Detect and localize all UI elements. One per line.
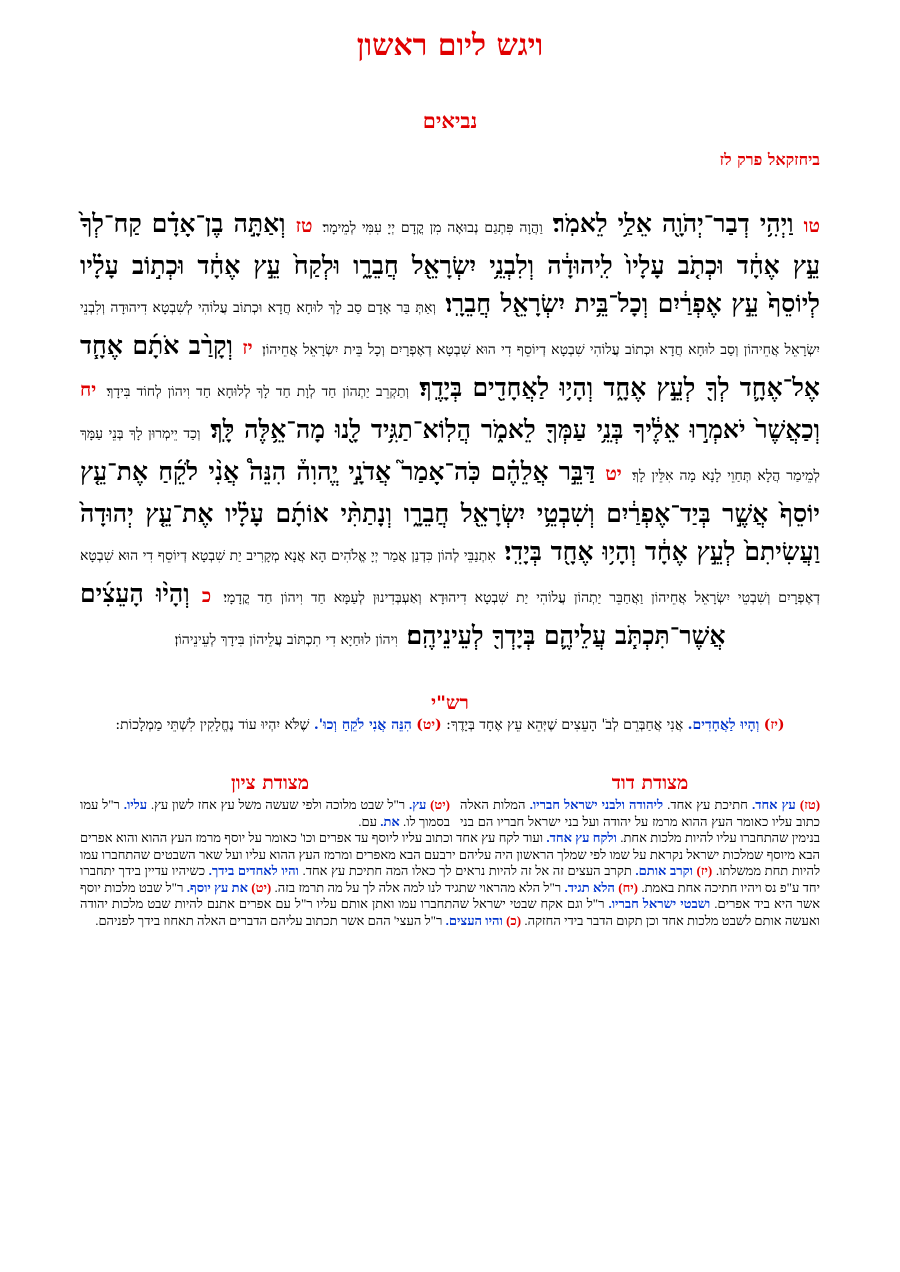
metzudat-david-commentary: [80, 797, 820, 929]
verse-hebrew: וְקָרַ֨ב אֹתָ֜ם אֶחָ֧ד אֶל־אֶחָ֛ד לְךָ֖ לְעֵ֣ץ אֶחָ֑ד וְהָי֥וּ לַאֲחָדִ֖ים בְּיָדֶֽךָ׃: [80, 331, 820, 402]
verse-hebrew: וְכַאֲשֶׁר֙ יֹאמְר֣וּ אֵלֶ֔יךָ בְּנֵ֥י עַמְּךָ֖ לֵאמֹ֑ר הֲלֽוֹא־תַגִּ֥יד לָ֖נוּ מָה־אֵ֥לֶּה לָּֽךְ׃: [210, 415, 820, 444]
verse-number: טו: [803, 215, 820, 237]
commentary-headword: ליהודה ולבני ישראל חבריו.: [529, 797, 664, 812]
commentary-text: ר"ל הלא מהראוי שתגיד לנו למה אלה לך על מה תרמז בזה.: [274, 879, 562, 895]
commentary-headword: הִנֵּה אֲנִי לֹקֵחַ וְכוּ'.: [313, 717, 412, 733]
verse-hebrew: וַיְהִ֥י דְבַר־יְהֹוָ֖ה אֵלַ֥י לֵאמֹֽר׃: [552, 209, 794, 238]
verse-targum: אִתְנַבֵּי לְהוֹן כִּדְנַן אֲמַר יְיָ אֱלֹהִים הָא אֲנָא מְקָרִיב יַת שִׁבְטָא דְיוֹסֵף דִי הוּא שִׁבְטָא דְאֶפְרָיִם וְשִׁבְטֵי יִשְׂרָאֵל אֲחֵיהוֹן וַאֲחַבֵּר יַתְהוֹן עֲלוֹהִי יַת שִׁבְטָא דִיהוּדָא וְאַעְבְּדִינוּן לְעַמָּא חַד וִיהוֹן חַד קֳדָמָי׃: [80, 548, 820, 606]
commentary-headword: וְהָיוּ לַאֲחָדִים.: [687, 717, 760, 733]
commentary-headword: והיו העצים.: [445, 912, 503, 928]
commentary-text: ועוד לקח עץ אחד וכתוב עליו ליוסף עד אפרים וכו' כאומר על יוסף מרמז העץ ההוא והוא אפרים הבא מיוסף שמלכות ישראל נקראת על שמו לפי שמלך הראשון היה עליהם ירבעם הבא מאפרים ומרמז העץ ההוא עליו ועל שאר השבטים שהתחברו עמו להיות תחת ממשלתו.: [80, 830, 821, 878]
commentary-headword: ושבטי ישראל חבריו.: [608, 896, 711, 911]
commentary-headword: ולקח עץ אחד.: [546, 830, 617, 845]
verse-ref: (טז): [799, 797, 821, 812]
commentary-text: ר"ל העצי' ההם אשר תכתוב עליהם הדברים האלה תאחוז בידך לפניהם.: [95, 912, 443, 928]
verse-targum: וְתַקְרֵב יַתְהוֹן חַד לְוָת חַד לָךְ לְלוּחָא חַד וִיהוֹן לְחוֹד בִּידָךְ׃: [106, 384, 410, 400]
verse-targum: וְכַד יֵימְרוּן לָךְ בְּנֵי עַמָּךְ לְמֵימַר הֲלָא תְּחַוֵי לָנָא מָה אִלֵּין לָךְ׃: [80, 426, 820, 484]
verse-hebrew: וְהָי֨וּ הָעֵצִ֜ים אֲשֶׁר־תִּכְתֹּ֧ב עֲלֵיהֶ֛ם בְּיָדְךָ֖ לְעֵינֵיהֶֽם׃: [80, 579, 726, 650]
verse-number: יז: [242, 337, 253, 359]
commentary-text: אֲנִי אֲחַבְּרֵם לְבֹ' הָעֵצִים שֶׁיְּהֵא עֵץ אֶחָד בְּיָדֶךָ:: [446, 717, 684, 733]
verse-targum: וְאַתְּ בַּר אָדָם סַב לָךְ לוּחָא חֲדָא וּכְתוֹב עֲלוֹהִי לְשִׁבְטָא דִיהוּדָה וְלִבְנֵי יִשְׂרָאֵל אֲחֵיהוֹן וְסַב לוּחָא חֲדָא וּכְתוֹב עֲלוֹהִי שִׁבְטָא דְיוֹסֵף דִי הוּא שִׁבְטָא דְאֶפְרָיִם וְכָל בֵּית יִשְׂרָאֵל אֲחֵיהוֹן׃: [80, 300, 820, 358]
commentary-headword: עץ.: [408, 797, 427, 812]
verse-number: טז: [295, 215, 313, 237]
page-title: ויגש ליום ראשון: [356, 28, 544, 63]
commentary-text: ר"ל עמו בסמוך לו.: [80, 797, 450, 829]
commentary-text: ר"ל וגם אקח שבטי ישראל שהתחברו עמו ואתן אותם עליו ר"ל עם אפרים אתנם להיות שבט מלכות יהודה ואעשה אותם לשבט מלכות אחד וכן תקום הדבר בידי החזקה.: [80, 896, 820, 928]
commentary-headword: את עץ יוסף.: [186, 879, 248, 895]
commentary-headword: את.: [380, 813, 400, 829]
commentary-text: ר"ל שבט מלכות יוסף אשר היא ביד אפרים.: [80, 879, 821, 911]
verse-ref: (יט): [416, 717, 442, 733]
verse-ref: (יט): [251, 879, 272, 895]
verse-number: יט: [605, 463, 622, 485]
commentary-text: עם.: [358, 813, 377, 829]
commentary-text: תקרב העצים זה אל זה להיות נראים לך כאלו המה חתיכת עץ אחד.: [302, 863, 632, 878]
commentary-text: המלות האלה כתוב עליו כאומר העץ ההוא מרמז על יהודה ועל בני ישראל חבריו הם בני בנימין שהתחברו עליו להיות מלכות אחת.: [460, 797, 821, 845]
verse-ref: (כ): [506, 912, 522, 928]
verse-targum: וַהֲוָה פִּתְגַם נְבוּאָה מִן קֳדָם יְיָ עִמִּי לְמֵימָר׃: [322, 220, 543, 236]
chapter-reference: ביחזקאל פרק לז: [719, 150, 820, 169]
verse-targum: וִיהוֹן לוּחַיָא דִי תִכְתּוֹב עֲלֵיהוֹן בִּידָךְ לְעֵינֵיהוֹן׃: [174, 632, 398, 648]
verse-hebrew: וְאַתָּ֣ה בֶן־אָדָ֗ם קַח־לְךָ֙ עֵ֣ץ אֶחָ֔ד וּכְתֹ֤ב עָלָיו֙ לִֽיהוּדָ֔ה וְלִבְנֵ֥י יִשְׂרָאֵ֖ל חֲבֵרָ֑ו וּלְקַח֙ עֵ֣ץ אֶחָ֔ד וּכְת֣וֹב עָלָ֗יו לְיוֹסֵף֙ עֵ֣ץ אֶפְרַ֔יִם וְכָל־בֵּ֥ית יִשְׂרָאֵ֖ל חֲבֵרָֽו׃: [80, 209, 820, 318]
commentary-text: שֶׁלֹּא יִהְיוּ עוֹד נֶחֱלָקִין לִשְׁתֵּי מַמְלָכוֹת:: [115, 717, 310, 733]
verse-ref: (יח): [618, 879, 639, 895]
commentary-headword: וקרב אותם.: [635, 863, 693, 878]
verse-ref: (יז): [763, 717, 785, 733]
commentary-headword: עליו.: [123, 797, 148, 812]
commentary-text: חתיכת עץ אחד.: [667, 797, 748, 812]
metzudat-tsion-heading: מצודת ציון: [230, 772, 310, 794]
section-heading: נביאים: [422, 108, 478, 133]
commentary-text: ר"ל שבט מלוכה ולפי שעשה משל עץ אחז לשון עץ.: [150, 797, 406, 812]
commentary-headword: הלא תגיד.: [564, 879, 615, 895]
verse-hebrew: דַּבֵּ֣ר אֲלֵהֶ֗ם כֹּֽה־אָמַר֮ אֲדֹנָ֣י יֱהוִה֒ הִנֵּה֩ אֲנִ֨י לֹקֵ֜חַ אֶת־עֵ֤ץ יוֹסֵף֙ אֲשֶׁ֣ר בְּיַד־אֶפְרַ֔יִם וְשִׁבְטֵ֥י יִשְׂרָאֵ֖ל חֲבֵרָ֑ו וְנָתַתִּ֨י אוֹתָ֜ם עָלָ֗יו אֶת־עֵ֤ץ יְהוּדָה֙ וַעֲשִׂיתִם֙ לְעֵ֣ץ אֶחָ֔ד וְהָי֥וּ אֶחָ֖ד בְּיָדִֽי׃: [80, 457, 820, 566]
verse-ref: (יט): [430, 797, 451, 812]
verse-ref: (יז): [696, 863, 713, 878]
commentary-headword: עץ אחד.: [751, 797, 796, 812]
rashi-heading: רש"י: [431, 692, 469, 714]
commentary-text: כשיהיו עדיין בידך יתחברו יחד ע"פ נס ויהיו חתיכה אחת באמת.: [80, 863, 821, 895]
rashi-commentary: [82, 716, 818, 735]
verse-text: [80, 205, 820, 659]
commentary-headword: והיו לאחדים בידך.: [208, 863, 299, 878]
verse-number: יח: [80, 379, 97, 401]
verse-number: כ: [201, 585, 212, 607]
metzudat-david-heading: מצודת דוד: [611, 772, 689, 794]
